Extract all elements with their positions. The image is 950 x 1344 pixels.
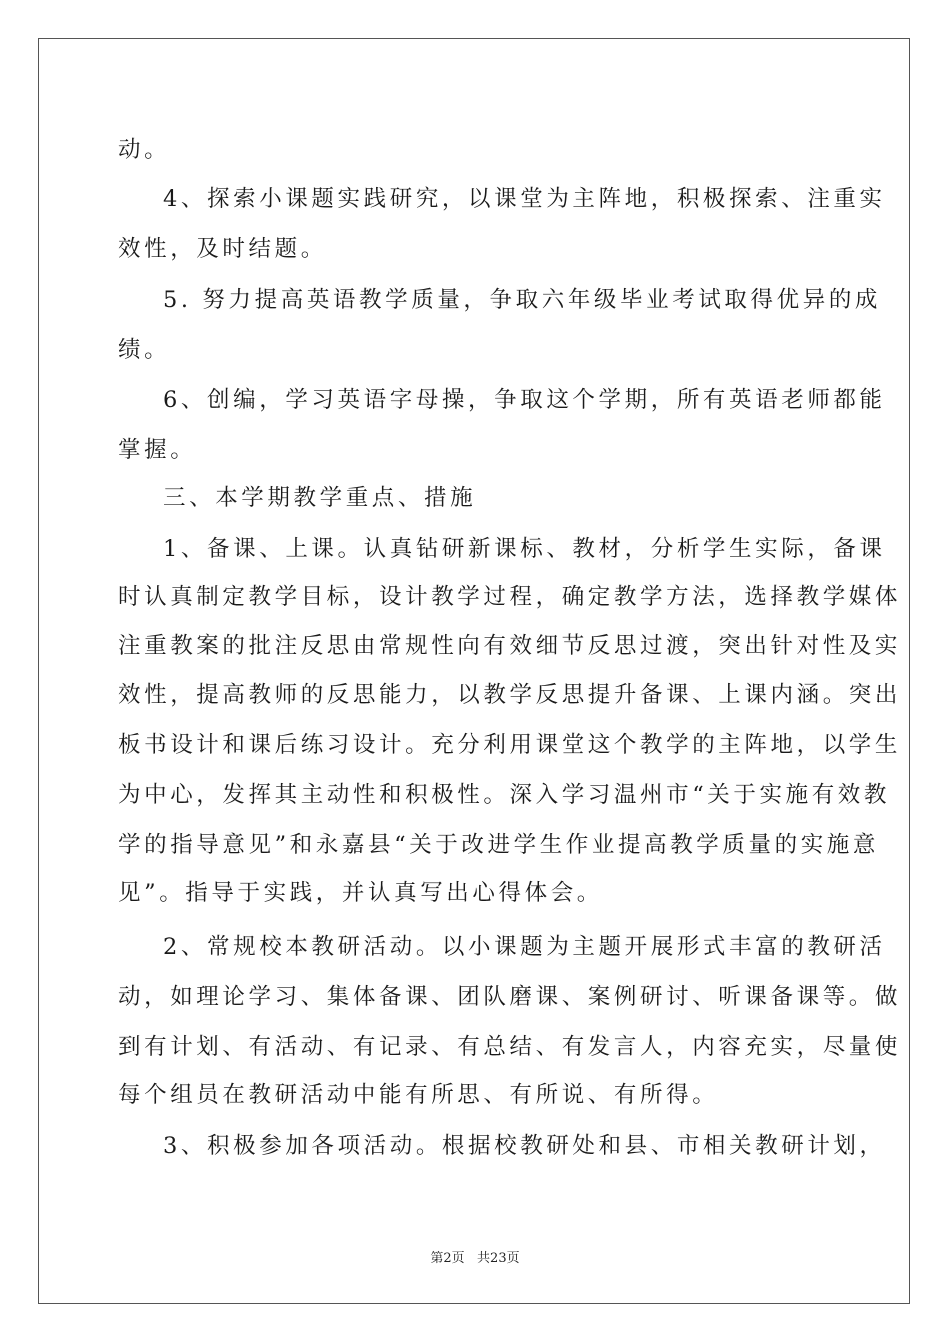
text-line: 每个组员在教研活动中能有所思、有所说、有所得。 (118, 1082, 719, 1108)
text-line: 绩。 (118, 337, 171, 363)
text-line: 动，如理论学习、集体备课、团队磨课、案例研讨、听课备课等。做 (118, 984, 902, 1010)
text-line: 4、探索小课题实践研究，以课堂为主阵地，积极探索、注重实 (163, 186, 886, 212)
text-line: 2、常规校本教研活动。以小课题为主题开展形式丰富的教研活 (163, 934, 886, 960)
text-line: 板书设计和课后练习设计。充分利用课堂这个教学的主阵地，以学生 (118, 732, 902, 758)
text-line: 学的指导意见”和永嘉县“关于改进学生作业提高教学质量的实施意 (118, 832, 880, 858)
text-line: 效性，提高教师的反思能力，以教学反思提升备课、上课内涵。突出 (118, 682, 902, 708)
text-line: 到有计划、有活动、有记录、有总结、有发言人，内容充实，尽量使 (118, 1034, 902, 1060)
text-line: 5. 努力提高英语教学质量，争取六年级毕业考试取得优异的成 (163, 287, 882, 313)
text-line: 6、创编，学习英语字母操，争取这个学期，所有英语老师都能 (163, 387, 886, 413)
page-border (38, 38, 910, 1304)
text-line: 注重教案的批注反思由常规性向有效细节反思过渡，突出针对性及实 (118, 633, 902, 659)
text-line: 见”。指导于实践，并认真写出心得体会。 (118, 880, 603, 906)
text-line: 为中心，发挥其主动性和积极性。深入学习温州市“关于实施有效教 (118, 782, 891, 808)
text-line: 动。 (118, 137, 171, 163)
text-line: 效性，及时结题。 (118, 236, 327, 262)
text-line: 掌握。 (118, 437, 197, 463)
text-line: 1、备课、上课。认真钻研新课标、教材，分析学生实际，备课 (163, 536, 886, 562)
page-number-footer: 第2页 共23页 (430, 1251, 520, 1266)
section-heading: 三、本学期教学重点、措施 (163, 485, 477, 511)
text-line: 时认真制定教学目标，设计教学过程，确定教学方法，选择教学媒体 (118, 584, 902, 610)
text-line: 3、积极参加各项活动。根据校教研处和县、市相关教研计划， (163, 1133, 886, 1159)
